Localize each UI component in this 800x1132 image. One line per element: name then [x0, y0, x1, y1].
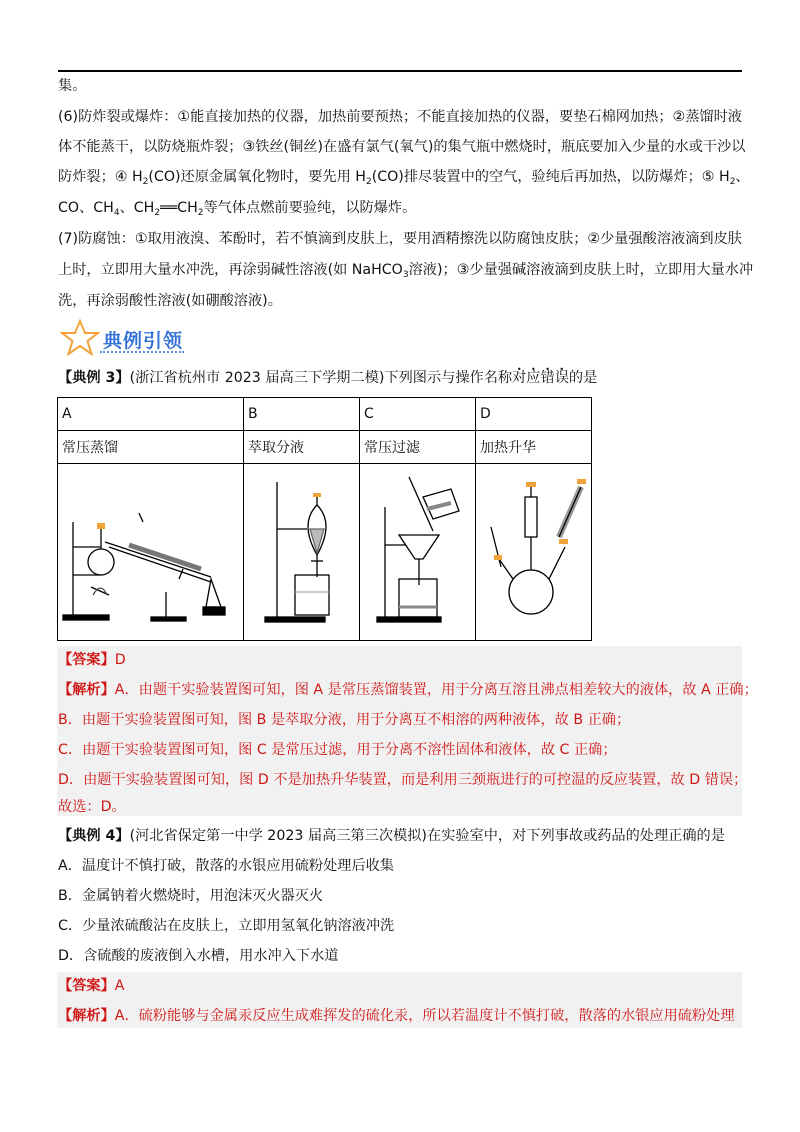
- option-d-letter: D: [476, 398, 592, 431]
- example-3-analysis-1: 【解析】A．由题干实验装置图可知，图 A 是常压蒸馏装置，用于分离互溶且沸点相差较大的液体，故 A 正确；: [58, 682, 758, 698]
- example-3-analysis-5: 故选：D。: [58, 799, 126, 815]
- option-d-figure: [476, 464, 592, 641]
- example-4-option-a: A．温度计不慎打破，散落的水银应用硫粉处理后收集: [58, 858, 395, 874]
- example-3-answer: 【答案】D: [58, 652, 126, 668]
- option-a-name: 常压蒸馏: [58, 431, 244, 464]
- option-d-name: 加热升华: [476, 431, 592, 464]
- option-a-letter: A: [58, 398, 244, 431]
- option-b-letter: B: [244, 398, 360, 431]
- example-3-stem: 【典例 3】(浙江省杭州市 2023 届高三下学期二模)下列图示与操作名称对应错误的是: [58, 370, 598, 386]
- p6-line-4: CO、$CH_4$、$CH_2══CH_2$等气体点燃前要验纯，以防爆炸。: [58, 200, 417, 218]
- option-c-figure: [360, 464, 476, 641]
- three-neck-flask-icon: [479, 467, 589, 637]
- star-icon: [60, 318, 100, 358]
- example-4-analysis: 【解析】A．硫粉能够与金属汞反应生成难挥发的硫化汞，所以若温度计不慎打破，散落的水银应用硫粉处理: [58, 1008, 735, 1024]
- option-c-name: 常压过滤: [360, 431, 476, 464]
- example-3-analysis-3: C．由题干实验装置图可知，图 C 是常压过滤，用于分离不溶性固体和液体，故 C 正确；: [58, 742, 617, 758]
- options-table: [57, 397, 592, 641]
- p6-line-2: 体不能蒸干，以防烧瓶炸裂；③铁丝(铜丝)在盛有氯气(氧气)的集气瓶中燃烧时，瓶底要加入少量的水或干沙以: [58, 139, 746, 155]
- p7-line-3: 洗，再涂弱酸性溶液(如硼酸溶液)。: [58, 293, 282, 309]
- example-4-answer: 【答案】A: [58, 978, 125, 994]
- p7-line-2: 上时，立即用大量水冲洗，再涂弱碱性溶液(如 NaHCO$_3$溶液)；③少量强碱溶液滴到皮肤上时，立即用大量水冲: [58, 262, 754, 280]
- example-4-option-d: D．含硫酸的废液倒入水槽，用水冲入下水道: [58, 948, 339, 964]
- example-3-analysis-4: D．由题干实验装置图可知，图 D 不是加热升华装置，而是利用三颈瓶进行的可控温的反应装置，故 D 错误；: [58, 772, 748, 788]
- option-b-figure: [244, 464, 360, 641]
- example-4-stem: 【典例 4】(河北省保定第一中学 2023 届高三第三次模拟)在实验室中，对下列事故或药品的处理正确的是: [58, 828, 725, 844]
- option-a-figure: [58, 464, 244, 641]
- example-4-option-b: B．金属钠着火燃烧时，用泡沫灭火器灭火: [58, 888, 324, 904]
- text-fragment: 集。: [58, 78, 87, 94]
- example-3-answer-box: [57, 646, 742, 816]
- p6-line-3: 防炸裂；④ $H_2(CO)$还原金属氧化物时，要先用 $H_2(CO)$排尽装置中的空气，验纯后再加热，以防爆炸；⑤ $H_2$、: [58, 169, 750, 187]
- example-4-option-c: C．少量浓硫酸沾在皮肤上，立即用氢氧化钠溶液冲洗: [58, 918, 395, 934]
- separatory-funnel-icon: [247, 467, 357, 637]
- header-rule: [58, 70, 742, 72]
- example-3-analysis-2: B．由题干实验装置图可知，图 B 是萃取分液，用于分离互不相溶的两种液体，故 B 正确；: [58, 712, 631, 728]
- option-c-letter: C: [360, 398, 476, 431]
- section-banner: 典例引领: [103, 330, 184, 352]
- filtration-apparatus-icon: [363, 467, 473, 637]
- p6-line-1: (6)防炸裂或爆炸：①能直接加热的仪器，加热前要预热；不能直接加热的仪器，要垫石棉网加热；②蒸馏时液: [58, 109, 742, 125]
- banner-underline: [100, 351, 184, 353]
- p7-line-1: (7)防腐蚀：①取用液溴、苯酚时，若不慎滴到皮肤上，要用酒精擦洗以防腐蚀皮肤；②少量强酸溶液滴到皮肤: [58, 231, 742, 247]
- option-b-name: 萃取分液: [244, 431, 360, 464]
- distillation-apparatus-icon: [61, 467, 241, 637]
